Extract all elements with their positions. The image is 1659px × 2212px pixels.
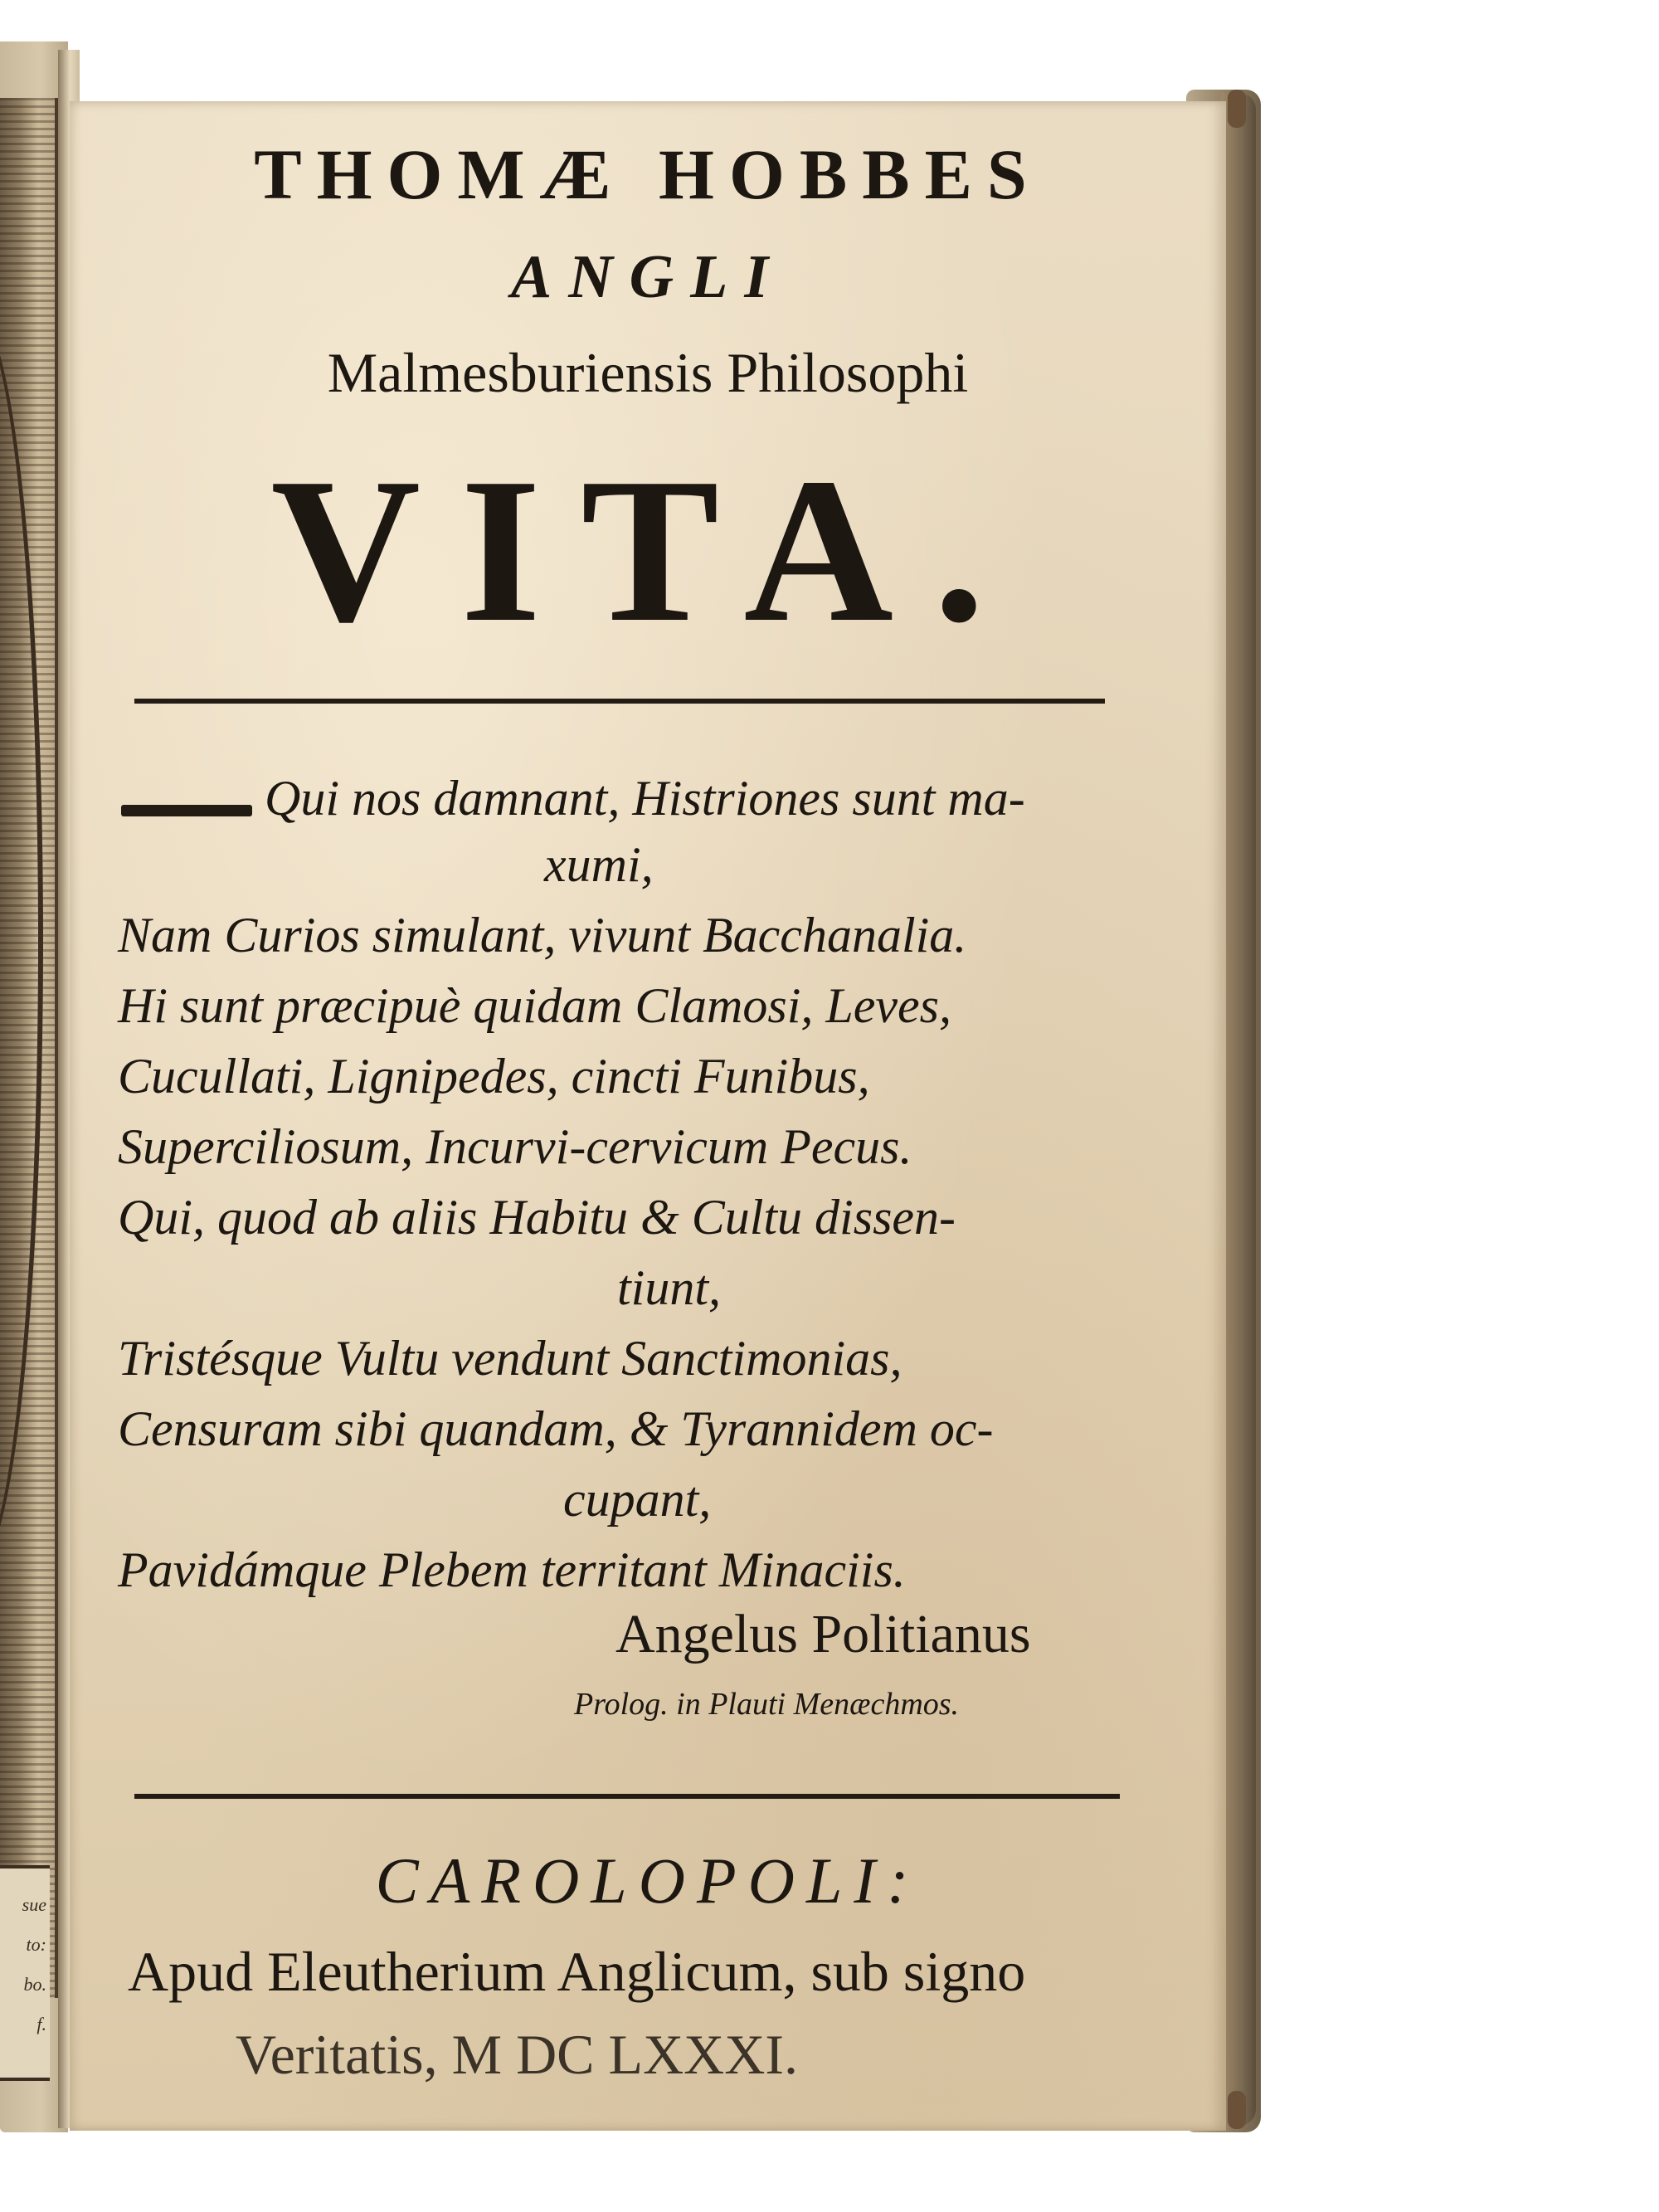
epigraph-line: Tristésque Vultu vendunt Sanctimonias, bbox=[118, 1331, 902, 1386]
board-edge bbox=[1221, 93, 1256, 2126]
frontispiece-caption-line: to: bbox=[26, 1934, 46, 1955]
epigraph-dash bbox=[121, 805, 252, 816]
epigraph-source: Prolog. in Plauti Menæchmos. bbox=[574, 1687, 960, 1722]
board-tie-top bbox=[1228, 90, 1246, 128]
author-name: THOMÆ HOBBES bbox=[254, 134, 1042, 214]
epigraph-line: tiunt, bbox=[617, 1260, 722, 1315]
epigraph-line: Censuram sibi quandam, & Tyrannidem oc- bbox=[118, 1401, 994, 1456]
title-page bbox=[70, 101, 1226, 2131]
frontispiece-caption-line: bo. bbox=[23, 1974, 46, 1995]
epigraph-line: Qui, quod ab aliis Habitu & Cultu dissen- bbox=[118, 1190, 956, 1245]
frontispiece-oval-frame bbox=[0, 314, 43, 1568]
epigraph-line: xumi, bbox=[544, 837, 654, 892]
board-tie-bottom bbox=[1228, 2091, 1246, 2129]
imprint-line: Veritatis, M DC LXXXI. bbox=[236, 2023, 799, 2086]
frontispiece-caption-line: sue bbox=[22, 1894, 46, 1915]
epigraph-line: Nam Curios simulant, vivunt Bacchanalia. bbox=[118, 908, 967, 962]
place-of-publication: CAROLOPOLI: bbox=[375, 1844, 921, 1917]
book-title: VITA. bbox=[270, 436, 1025, 665]
epigraph-line: Hi sunt præcipuè quidam Clamosi, Leves, bbox=[118, 978, 951, 1033]
epigraph-line: Superciliosum, Incurvi-cervicum Pecus. bbox=[118, 1119, 912, 1174]
horizontal-rule bbox=[134, 1794, 1120, 1799]
imprint-line: Apud Eleutherium Anglicum, sub signo bbox=[128, 1940, 1026, 2003]
frontispiece-caption-line: f. bbox=[36, 2014, 46, 2034]
frontispiece-engraving bbox=[0, 98, 58, 2034]
epigraph-line: cupant, bbox=[563, 1472, 712, 1527]
epigraph-line: Cucullati, Lignipedes, cincti Funibus, bbox=[118, 1049, 870, 1104]
epigraph-attribution: Angelus Politianus bbox=[615, 1604, 1031, 1664]
epigraph-line: Qui nos damnant, Histriones sunt ma- bbox=[265, 771, 1025, 826]
subtitle: Malmesburiensis Philosophi bbox=[327, 341, 969, 404]
author-nation: ANGLI bbox=[510, 243, 786, 311]
frontispiece-caption bbox=[0, 1865, 50, 2081]
epigraph-line: Pavidámque Plebem territant Minaciis. bbox=[118, 1542, 906, 1597]
horizontal-rule bbox=[134, 699, 1105, 704]
